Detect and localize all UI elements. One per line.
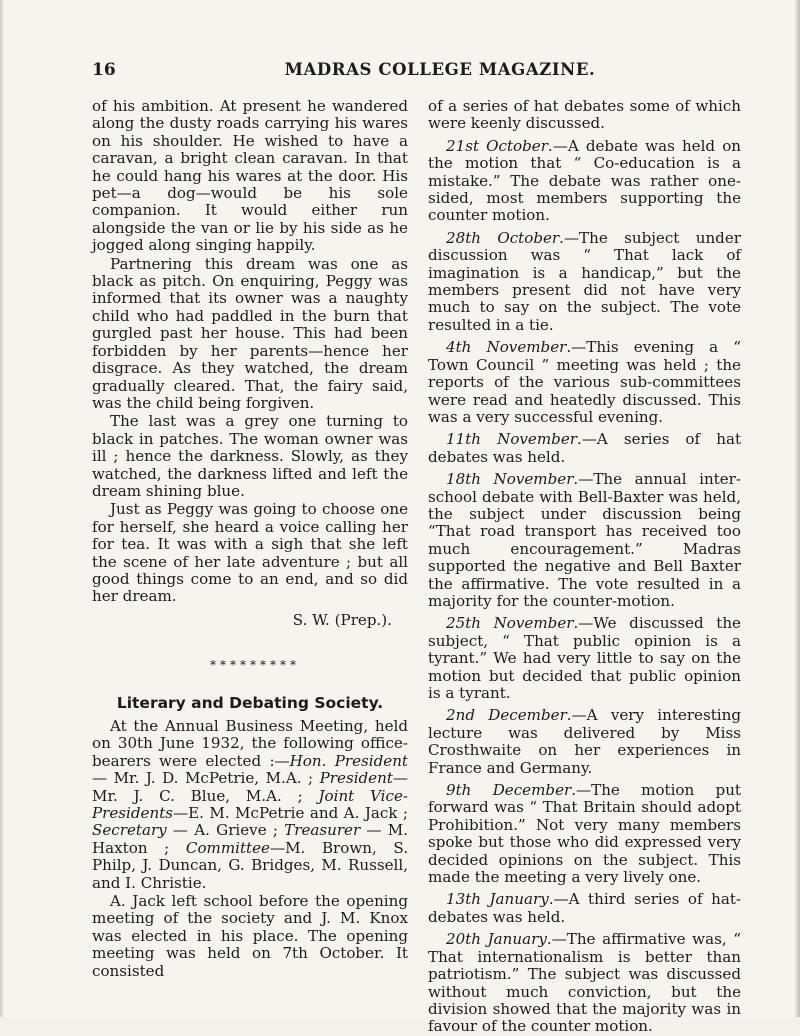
role-title: Hon. President <box>289 751 408 770</box>
entry-text: .—The motion put forward was “ That Britain should adopt Prohibition.” Not very many members spoke but those who did expressed very decided opinions on the subject. This made the meeting a very lively one. <box>428 781 741 887</box>
text-run: — A. Grieve ; <box>166 821 285 840</box>
role-title: Committee <box>185 838 270 857</box>
left-column <box>92 98 408 980</box>
entry-date: 25th November <box>446 614 574 633</box>
entry-text: .—This evening a “ Town Council ” meeting was held ; the reports of the various sub-committees were read and heatedly discussed. This was a very successful evening. <box>428 338 741 426</box>
page-header <box>92 60 748 84</box>
office-bearers-paragraph <box>92 718 408 892</box>
author-signature: S. W. (Prep.). <box>292 610 392 629</box>
entry-date: 11th November <box>446 430 577 449</box>
page-number: 16 <box>92 60 116 80</box>
scan-edge-right <box>794 0 800 1017</box>
entry-text: .—The annual inter-school debate with Bell-Baxter was held, the subject under discussion being “That road transport has received too much encouragement.” Madras supported the negative and Bell Baxter the affirmative. The vote resulted in a majority for the counter-motion. <box>428 470 741 610</box>
text-run: —M. Brown, S. Philp, J. Duncan, G. Bridges, M. Russell, and I. Christie. <box>92 838 409 892</box>
role-title: Treasurer <box>284 821 361 840</box>
debate-entry <box>428 891 741 926</box>
paragraph: of a series of hat debates some of which were keenly discussed. <box>428 97 741 133</box>
entry-text: .—The subject under discussion was “ That lack of imagination is a handicap,” but the members present did not have very much to say on the subject. The vote resulted in a tie. <box>428 228 741 334</box>
entry-text: .—A third series of hat-debates was held. <box>428 890 741 926</box>
entry-text: .—A debate was held on the motion that “ Co-education is a mistake.” The debate was rather one-sided, most members supporting the counter motion. <box>428 136 741 225</box>
role-title: Secretary <box>92 821 167 840</box>
entry-date: 2nd December <box>446 706 567 725</box>
entry-text: .—The affirmative was, “ That internationalism is better than patriotism.” The subject was discussed without much conviction, but the division showed that the majority was in favour of the counter motion. <box>428 930 741 1036</box>
paragraph: Just as Peggy was going to choose one for herself, she heard a voice calling her for tea. It was with a sigh that she left the scene of her late adventure ; but all good things come to an end, and so did her dream. <box>92 500 408 606</box>
debate-entry <box>428 431 741 466</box>
section-divider: ********* <box>210 658 300 673</box>
entry-date: 28th October <box>446 228 560 247</box>
entry-text: .—A very interesting lecture was delivered by Miss Crosthwaite on her experiences in France and Germany. <box>428 706 741 777</box>
debate-entry <box>428 138 741 225</box>
text-run: At the Annual Business Meeting, held on 30th June 1932, the following office-bearers were elected :— <box>92 717 408 770</box>
entry-text: .—We discussed the subject, “ That public opinion is a tyrant.” We had very little to say on the motion but decided that public opinion is a tyrant. <box>428 614 741 702</box>
debate-entry <box>428 615 741 702</box>
entry-date: 21st October <box>446 136 548 155</box>
entry-date: 13th January <box>446 890 549 909</box>
entry-date: 18th November <box>446 470 574 489</box>
entry-text: .—A series of hat debates was held. <box>428 430 742 466</box>
debate-entry <box>428 230 741 334</box>
debate-entry <box>428 339 741 426</box>
right-column <box>428 98 741 1036</box>
entry-date: 9th December <box>446 781 572 800</box>
text-run: — M. Haxton ; <box>92 821 408 857</box>
scan-edge-left <box>0 0 4 1017</box>
section-heading: Literary and Debating Society. <box>116 693 384 712</box>
paragraph: of his ambition. At present he wandered along the dusty roads carrying his wares on his shoulder. He wished to have a caravan, a bright clean caravan. In that he could hang his wares at the door. His pet—a dog—would be his sole companion. It would either run alongside the van or lie by his side as he jogged along singing happily. <box>92 97 408 255</box>
debate-entry <box>428 471 741 610</box>
text-run: — Mr. J. C. Blue, M.A. ; <box>92 769 408 805</box>
role-title: Joint Vice-Presidents <box>92 786 408 823</box>
debate-entry <box>428 707 741 777</box>
paragraph: The last was a grey one turning to black in patches. The woman owner was ill ; hence the darkness. Slowly, as they watched, the darkness lifted and left the dream shining blue. <box>92 412 408 500</box>
running-title: MADRAS COLLEGE MAGAZINE. <box>284 60 596 79</box>
entry-date: 4th November <box>446 338 567 357</box>
paragraph: Partnering this dream was one as black as pitch. On enquiring, Peggy was informed that its owner was a naughty child who had paddled in the burn that gurgled past her house. This had been forbidden by her parents—hence her disgrace. As they watched, the dream gradually cleared. That, the fairy said, was the child being forgiven. <box>92 254 408 412</box>
role-title: President <box>319 769 393 788</box>
paragraph: A. Jack left school before the opening meeting of the society and J. M. Knox was elected in his place. The opening meeting was held on 7th October. It consisted <box>92 892 408 980</box>
text-run: —E. M. McPetrie and A. Jack ; <box>173 804 408 823</box>
entry-date: 20th January <box>446 930 547 949</box>
debate-entry <box>428 782 741 886</box>
text-run: — Mr. J. D. McPetrie, M.A. ; <box>92 769 320 788</box>
debate-entry <box>428 931 741 1035</box>
